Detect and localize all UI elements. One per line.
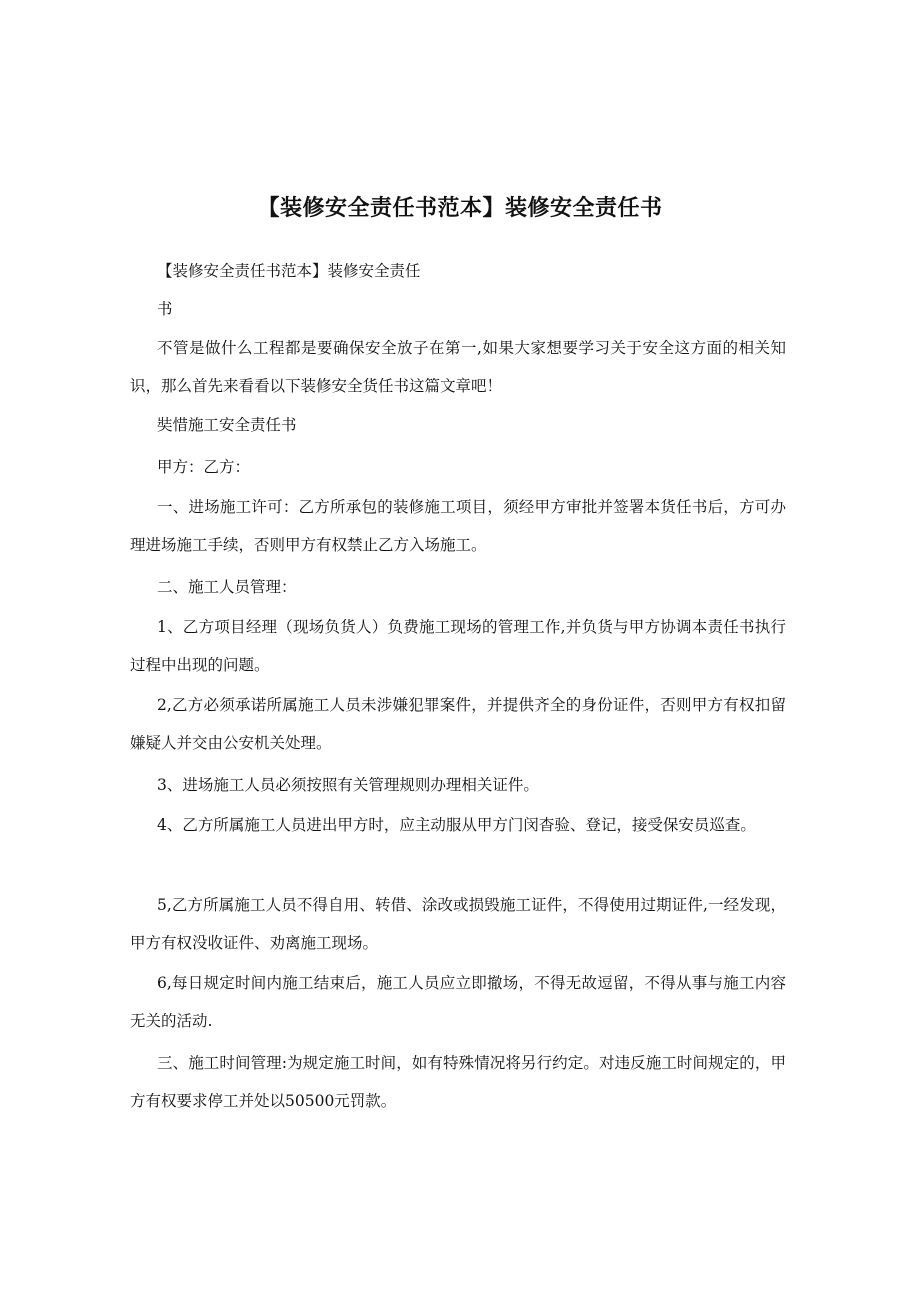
clause-1-paragraph — [130, 488, 786, 564]
item-4-paragraph — [130, 806, 786, 844]
item-1-text: 1、乙方项目经理（现场负货人）负费施工现场的管理工作,并负货与甲方协调本责任书执行过程中出现的问题。 — [130, 618, 786, 674]
subtitle-line-2: 书 — [157, 300, 173, 318]
item-2-paragraph — [130, 686, 786, 762]
clause-3-text: 三、施工时间管理:为规定施工时间，如有特殊情况将另行约定。对违反施工时间规定的，甲方有权要求停工并处以50500元罚款。 — [130, 1054, 786, 1110]
section-heading: 奘惜施工安全责任书 — [157, 416, 297, 434]
item-5-paragraph — [130, 886, 786, 962]
clause-2-heading: 二、施工人员管理： — [157, 578, 297, 596]
item-2-text: 2,乙方必须承诺所属施工人员未涉嫌犯罪案件，并提供齐全的身份证件，否则甲方有权扣留嫌疑人并交由公安机关处理。 — [130, 696, 786, 752]
subtitle-line-1: 【装修安全责任书范本】装修安全责任 — [157, 262, 421, 280]
document-title: 【装修安全责任书范本】装修安全责任书 — [257, 196, 663, 221]
item-5-text: 5,乙方所属施工人员不得自用、转借、涂改或损毁施工证件，不得使用过期证件,一经发现，甲方有权没收证件、劝离施工现场。 — [130, 896, 786, 952]
item-6-paragraph — [130, 964, 786, 1040]
item-6-text: 6,每日规定时间内施工结束后，施工人员应立即撤场，不得无故逗留，不得从事与施工内容无关的活动. — [130, 974, 786, 1030]
item-4-text: 4、乙方所属施工人员进出甲方时，应主动服从甲方门闵杳验、登记，接受保安员巡查。 — [157, 816, 756, 834]
item-1-paragraph — [130, 608, 786, 684]
clause-3-paragraph — [130, 1044, 786, 1120]
item-3-line: 3、进场施工人员必须按照有关管理规则办理相关证件。 — [157, 776, 539, 794]
intro-paragraph — [130, 329, 786, 405]
clause-1-text: 一、进场施工许可：乙方所承包的装修施工项目，须经甲方审批并签署本货任书后，方可办理进场施工手续，否则甲方有权禁止乙方入场施工。 — [130, 498, 786, 554]
intro-text: 不管是做什么工程都是要确保安全放子在第一,如果大家想要学习关于安全这方面的相关知识，那么首先来看看以下装修安全货任书这篇文章吧！ — [130, 339, 786, 395]
parties-line: 甲方：乙方： — [157, 458, 251, 476]
